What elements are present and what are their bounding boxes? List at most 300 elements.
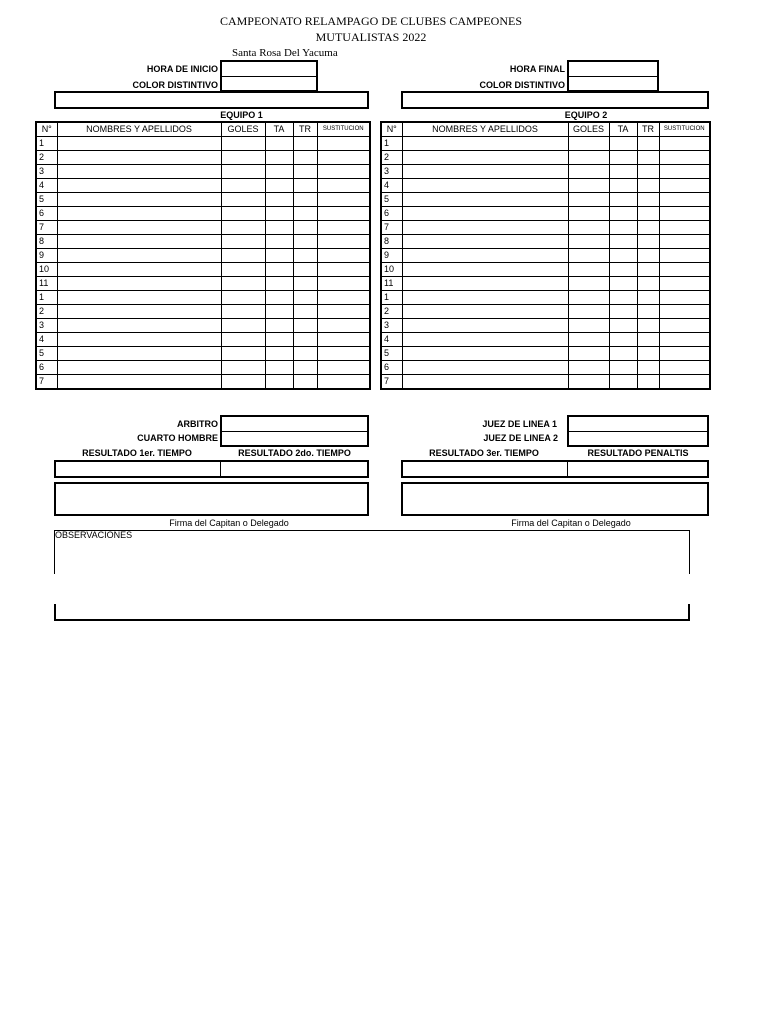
red-card-cell[interactable] <box>637 249 659 263</box>
red-card-cell[interactable] <box>293 319 317 333</box>
table-row <box>381 375 710 390</box>
substitution-cell[interactable] <box>659 305 710 319</box>
column-header: N° <box>36 122 57 137</box>
player-name-cell[interactable] <box>402 193 568 207</box>
yellow-card-cell[interactable] <box>609 249 637 263</box>
yellow-card-cell[interactable] <box>609 165 637 179</box>
substitution-cell[interactable] <box>659 179 710 193</box>
red-card-cell[interactable] <box>637 235 659 249</box>
juez-linea-2-field[interactable] <box>568 432 708 446</box>
column-header: NOMBRES Y APELLIDOS <box>57 122 221 137</box>
table-row <box>36 333 370 347</box>
red-card-cell[interactable] <box>293 347 317 361</box>
row-number: 9 <box>381 249 402 263</box>
substitution-cell[interactable] <box>317 375 370 390</box>
hora-inicio-field[interactable] <box>220 61 317 76</box>
goals-cell[interactable] <box>221 347 265 361</box>
row-number: 10 <box>36 263 57 277</box>
resultado-2do-tiempo-field[interactable] <box>222 462 367 476</box>
table-row <box>381 165 710 179</box>
yellow-card-cell[interactable] <box>609 221 637 235</box>
observaciones-label: OBSERVACIONES <box>55 530 133 540</box>
column-header: TA <box>609 122 637 137</box>
goals-cell[interactable] <box>221 193 265 207</box>
player-name-cell[interactable] <box>402 165 568 179</box>
goals-cell[interactable] <box>221 179 265 193</box>
goals-cell[interactable] <box>568 375 609 390</box>
juez-linea-1-label: JUEZ DE LINEA 1 <box>482 419 557 429</box>
substitution-cell[interactable] <box>659 193 710 207</box>
row-number: 4 <box>381 333 402 347</box>
substitution-cell[interactable] <box>659 165 710 179</box>
substitution-cell[interactable] <box>317 235 370 249</box>
row-number: 3 <box>381 165 402 179</box>
yellow-card-cell[interactable] <box>609 291 637 305</box>
yellow-card-cell[interactable] <box>609 333 637 347</box>
goals-cell[interactable] <box>221 333 265 347</box>
row-number: 6 <box>36 361 57 375</box>
team-1-roster-table <box>35 121 371 390</box>
column-header: GOLES <box>568 122 609 137</box>
substitution-cell[interactable] <box>317 347 370 361</box>
substitution-cell[interactable] <box>317 263 370 277</box>
player-name-cell[interactable] <box>57 207 221 221</box>
player-name-cell[interactable] <box>57 165 221 179</box>
team-2-name-field[interactable] <box>401 91 709 109</box>
yellow-card-cell[interactable] <box>265 207 293 221</box>
red-card-cell[interactable] <box>293 235 317 249</box>
right-signature-label: Firma del Capitan o Delegado <box>511 518 631 528</box>
yellow-card-cell[interactable] <box>609 207 637 221</box>
row-number: 3 <box>36 165 57 179</box>
player-name-cell[interactable] <box>402 137 568 151</box>
player-name-cell[interactable] <box>57 193 221 207</box>
goals-cell[interactable] <box>568 235 609 249</box>
row-number: 1 <box>381 291 402 305</box>
table-row <box>36 263 370 277</box>
goals-cell[interactable] <box>221 291 265 305</box>
left-signature-label: Firma del Capitan o Delegado <box>169 518 289 528</box>
red-card-cell[interactable] <box>637 347 659 361</box>
yellow-card-cell[interactable] <box>609 361 637 375</box>
player-name-cell[interactable] <box>57 319 221 333</box>
left-signature-field[interactable] <box>54 482 369 516</box>
column-header: TR <box>637 122 659 137</box>
yellow-card-cell[interactable] <box>609 277 637 291</box>
table-row <box>36 221 370 235</box>
cuarto-hombre-field[interactable] <box>221 432 368 446</box>
goals-cell[interactable] <box>221 249 265 263</box>
table-row <box>36 249 370 263</box>
row-number: 5 <box>381 347 402 361</box>
red-card-cell[interactable] <box>637 291 659 305</box>
goals-cell[interactable] <box>568 193 609 207</box>
juez-linea-1-field[interactable] <box>568 416 708 431</box>
row-number: 10 <box>381 263 402 277</box>
player-name-cell[interactable] <box>402 333 568 347</box>
goals-cell[interactable] <box>568 249 609 263</box>
table-row <box>381 347 710 361</box>
substitution-cell[interactable] <box>659 207 710 221</box>
substitution-cell[interactable] <box>317 179 370 193</box>
resultado-3er-tiempo-label: RESULTADO 3er. TIEMPO <box>429 448 539 458</box>
table-row <box>381 235 710 249</box>
yellow-card-cell[interactable] <box>265 277 293 291</box>
row-number: 5 <box>36 347 57 361</box>
table-row <box>36 137 370 151</box>
substitution-cell[interactable] <box>317 221 370 235</box>
goals-cell[interactable] <box>221 221 265 235</box>
red-card-cell[interactable] <box>293 263 317 277</box>
goals-cell[interactable] <box>568 361 609 375</box>
goals-cell[interactable] <box>221 361 265 375</box>
player-name-cell[interactable] <box>402 305 568 319</box>
red-card-cell[interactable] <box>637 179 659 193</box>
observaciones-box-top <box>54 530 690 574</box>
goals-cell[interactable] <box>568 165 609 179</box>
row-number: 6 <box>36 207 57 221</box>
row-number: 2 <box>36 151 57 165</box>
player-name-cell[interactable] <box>402 277 568 291</box>
substitution-cell[interactable] <box>659 221 710 235</box>
yellow-card-cell[interactable] <box>609 263 637 277</box>
red-card-cell[interactable] <box>293 179 317 193</box>
arbitro-field[interactable] <box>221 416 368 431</box>
substitution-cell[interactable] <box>659 277 710 291</box>
substitution-cell[interactable] <box>659 375 710 390</box>
goals-cell[interactable] <box>221 235 265 249</box>
row-number: 1 <box>36 291 57 305</box>
goals-cell[interactable] <box>221 319 265 333</box>
red-card-cell[interactable] <box>637 151 659 165</box>
player-name-cell[interactable] <box>402 291 568 305</box>
substitution-cell[interactable] <box>317 249 370 263</box>
column-header: TA <box>265 122 293 137</box>
yellow-card-cell[interactable] <box>609 305 637 319</box>
yellow-card-cell[interactable] <box>265 347 293 361</box>
table-row <box>36 375 370 390</box>
table-row <box>381 319 710 333</box>
player-name-cell[interactable] <box>402 263 568 277</box>
location-label: Santa Rosa Del Yacuma <box>232 47 338 59</box>
substitution-cell[interactable] <box>659 151 710 165</box>
resultado-2do-tiempo-label: RESULTADO 2do. TIEMPO <box>238 448 351 458</box>
row-number: 2 <box>381 151 402 165</box>
substitution-cell[interactable] <box>317 137 370 151</box>
red-card-cell[interactable] <box>293 137 317 151</box>
row-number: 9 <box>36 249 57 263</box>
substitution-cell[interactable] <box>659 235 710 249</box>
goals-cell[interactable] <box>221 305 265 319</box>
player-name-cell[interactable] <box>57 249 221 263</box>
goals-cell[interactable] <box>568 221 609 235</box>
table-row <box>381 151 710 165</box>
yellow-card-cell[interactable] <box>265 249 293 263</box>
row-number: 8 <box>36 235 57 249</box>
yellow-card-cell[interactable] <box>265 235 293 249</box>
goals-cell[interactable] <box>568 333 609 347</box>
goals-cell[interactable] <box>568 263 609 277</box>
goals-cell[interactable] <box>568 179 609 193</box>
red-card-cell[interactable] <box>293 151 317 165</box>
table-row <box>381 207 710 221</box>
red-card-cell[interactable] <box>637 207 659 221</box>
column-header: TR <box>293 122 317 137</box>
table-row <box>36 235 370 249</box>
column-header: GOLES <box>221 122 265 137</box>
substitution-cell[interactable] <box>659 361 710 375</box>
player-name-cell[interactable] <box>57 361 221 375</box>
red-card-cell[interactable] <box>293 291 317 305</box>
goals-cell[interactable] <box>221 263 265 277</box>
player-name-cell[interactable] <box>57 347 221 361</box>
table-row <box>381 221 710 235</box>
red-card-cell[interactable] <box>637 319 659 333</box>
resultado-1er-tiempo-label: RESULTADO 1er. TIEMPO <box>82 448 192 458</box>
table-row <box>36 291 370 305</box>
goals-cell[interactable] <box>221 277 265 291</box>
substitution-cell[interactable] <box>317 151 370 165</box>
document-title: CAMPEONATO RELAMPAGO DE CLUBES CAMPEONES <box>219 14 523 28</box>
player-name-cell[interactable] <box>57 291 221 305</box>
player-name-cell[interactable] <box>402 151 568 165</box>
red-card-cell[interactable] <box>293 333 317 347</box>
red-card-cell[interactable] <box>293 249 317 263</box>
table-row <box>381 291 710 305</box>
substitution-cell[interactable] <box>317 165 370 179</box>
column-header: SUSTITUCION <box>659 122 710 137</box>
color-distintivo-2-label: COLOR DISTINTIVO <box>479 80 565 90</box>
yellow-card-cell[interactable] <box>265 193 293 207</box>
goals-cell[interactable] <box>221 375 265 390</box>
red-card-cell[interactable] <box>293 193 317 207</box>
player-name-cell[interactable] <box>57 375 221 390</box>
yellow-card-cell[interactable] <box>609 137 637 151</box>
roster-header-row <box>381 122 710 137</box>
table-row <box>381 193 710 207</box>
table-row <box>381 305 710 319</box>
table-row <box>36 151 370 165</box>
team-1-name-field[interactable] <box>54 91 369 109</box>
player-name-cell[interactable] <box>402 179 568 193</box>
red-card-cell[interactable] <box>293 165 317 179</box>
hora-final-label: HORA FINAL <box>509 64 565 74</box>
player-name-cell[interactable] <box>402 375 568 390</box>
goals-cell[interactable] <box>221 165 265 179</box>
player-name-cell[interactable] <box>57 137 221 151</box>
team-2-roster-table <box>380 121 711 390</box>
row-number: 3 <box>381 319 402 333</box>
substitution-cell[interactable] <box>317 361 370 375</box>
observaciones-section[interactable] <box>54 530 690 621</box>
row-number: 8 <box>381 235 402 249</box>
observaciones-box-bottom <box>54 604 690 621</box>
row-number: 1 <box>36 137 57 151</box>
yellow-card-cell[interactable] <box>265 151 293 165</box>
color-distintivo-1-field[interactable] <box>220 77 317 92</box>
table-row <box>381 249 710 263</box>
player-name-cell[interactable] <box>57 179 221 193</box>
goals-cell[interactable] <box>568 137 609 151</box>
goals-cell[interactable] <box>221 207 265 221</box>
goals-cell[interactable] <box>568 207 609 221</box>
player-name-cell[interactable] <box>57 263 221 277</box>
row-number: 4 <box>36 179 57 193</box>
row-number: 7 <box>381 221 402 235</box>
yellow-card-cell[interactable] <box>265 263 293 277</box>
table-row <box>381 277 710 291</box>
goals-cell[interactable] <box>568 277 609 291</box>
player-name-cell[interactable] <box>402 235 568 249</box>
row-number: 6 <box>381 207 402 221</box>
document-subtitle: MUTUALISTAS 2022 <box>315 30 427 44</box>
goals-cell[interactable] <box>221 151 265 165</box>
goals-cell[interactable] <box>568 319 609 333</box>
row-number: 3 <box>36 319 57 333</box>
player-name-cell[interactable] <box>402 319 568 333</box>
substitution-cell[interactable] <box>317 193 370 207</box>
player-name-cell[interactable] <box>402 207 568 221</box>
color-distintivo-2-field[interactable] <box>568 77 658 92</box>
substitution-cell[interactable] <box>659 137 710 151</box>
yellow-card-cell[interactable] <box>265 319 293 333</box>
table-row <box>381 179 710 193</box>
row-number: 5 <box>36 193 57 207</box>
substitution-cell[interactable] <box>317 319 370 333</box>
yellow-card-cell[interactable] <box>265 305 293 319</box>
yellow-card-cell[interactable] <box>609 319 637 333</box>
yellow-card-cell[interactable] <box>609 375 637 390</box>
resultado-3er-tiempo-field[interactable] <box>403 462 566 476</box>
substitution-cell[interactable] <box>317 305 370 319</box>
team-2-label: EQUIPO 2 <box>564 110 608 120</box>
row-number: 7 <box>36 221 57 235</box>
red-card-cell[interactable] <box>637 277 659 291</box>
red-card-cell[interactable] <box>637 333 659 347</box>
goals-cell[interactable] <box>568 151 609 165</box>
substitution-cell[interactable] <box>317 291 370 305</box>
table-row <box>36 207 370 221</box>
red-card-cell[interactable] <box>637 361 659 375</box>
red-card-cell[interactable] <box>293 207 317 221</box>
right-signature-field[interactable] <box>401 482 709 516</box>
table-row <box>36 361 370 375</box>
row-number: 4 <box>381 179 402 193</box>
cuarto-hombre-label: CUARTO HOMBRE <box>137 433 218 443</box>
red-card-cell[interactable] <box>637 137 659 151</box>
player-name-cell[interactable] <box>402 347 568 361</box>
yellow-card-cell[interactable] <box>609 235 637 249</box>
player-name-cell[interactable] <box>57 305 221 319</box>
column-header: NOMBRES Y APELLIDOS <box>402 122 568 137</box>
left-results-divider <box>220 461 221 477</box>
yellow-card-cell[interactable] <box>265 165 293 179</box>
row-number: 5 <box>381 193 402 207</box>
player-name-cell[interactable] <box>57 333 221 347</box>
row-number: 1 <box>381 137 402 151</box>
yellow-card-cell[interactable] <box>265 137 293 151</box>
yellow-card-cell[interactable] <box>609 193 637 207</box>
yellow-card-cell[interactable] <box>265 333 293 347</box>
player-name-cell[interactable] <box>57 221 221 235</box>
goals-cell[interactable] <box>568 347 609 361</box>
goals-cell[interactable] <box>568 291 609 305</box>
row-number: 4 <box>36 333 57 347</box>
table-row <box>381 263 710 277</box>
resultado-penaltis-label: RESULTADO PENALTIS <box>587 448 689 458</box>
row-number: 11 <box>36 277 57 291</box>
substitution-cell[interactable] <box>659 263 710 277</box>
table-row <box>36 193 370 207</box>
column-header: SUSTITUCION <box>317 122 370 137</box>
red-card-cell[interactable] <box>293 375 317 390</box>
yellow-card-cell[interactable] <box>609 179 637 193</box>
team-1-label: EQUIPO 1 <box>220 110 263 120</box>
red-card-cell[interactable] <box>637 221 659 235</box>
red-card-cell[interactable] <box>293 305 317 319</box>
substitution-cell[interactable] <box>659 333 710 347</box>
yellow-card-cell[interactable] <box>609 151 637 165</box>
yellow-card-cell[interactable] <box>265 375 293 390</box>
juez-linea-2-label: JUEZ DE LINEA 2 <box>483 433 558 443</box>
red-card-cell[interactable] <box>293 277 317 291</box>
goals-cell[interactable] <box>221 137 265 151</box>
red-card-cell[interactable] <box>637 305 659 319</box>
substitution-cell[interactable] <box>659 291 710 305</box>
hora-final-field[interactable] <box>568 61 658 76</box>
substitution-cell[interactable] <box>659 347 710 361</box>
goals-cell[interactable] <box>568 305 609 319</box>
yellow-card-cell[interactable] <box>265 361 293 375</box>
table-row <box>36 179 370 193</box>
substitution-cell[interactable] <box>659 249 710 263</box>
row-number: 6 <box>381 361 402 375</box>
table-row <box>381 137 710 151</box>
yellow-card-cell[interactable] <box>265 291 293 305</box>
table-row <box>36 277 370 291</box>
table-row <box>36 305 370 319</box>
player-name-cell[interactable] <box>402 249 568 263</box>
red-card-cell[interactable] <box>637 263 659 277</box>
red-card-cell[interactable] <box>637 193 659 207</box>
row-number: 11 <box>381 277 402 291</box>
yellow-card-cell[interactable] <box>609 347 637 361</box>
yellow-card-cell[interactable] <box>265 221 293 235</box>
table-row <box>381 361 710 375</box>
color-distintivo-1-label: COLOR DISTINTIVO <box>132 80 218 90</box>
player-name-cell[interactable] <box>402 361 568 375</box>
red-card-cell[interactable] <box>637 375 659 390</box>
substitution-cell[interactable] <box>317 207 370 221</box>
red-card-cell[interactable] <box>293 361 317 375</box>
player-name-cell[interactable] <box>57 235 221 249</box>
substitution-cell[interactable] <box>317 333 370 347</box>
substitution-cell[interactable] <box>317 277 370 291</box>
substitution-cell[interactable] <box>659 319 710 333</box>
row-number: 2 <box>36 305 57 319</box>
row-number: 7 <box>381 375 402 390</box>
resultado-penaltis-field[interactable] <box>569 462 707 476</box>
red-card-cell[interactable] <box>293 221 317 235</box>
yellow-card-cell[interactable] <box>265 179 293 193</box>
resultado-1er-tiempo-field[interactable] <box>56 462 219 476</box>
player-name-cell[interactable] <box>57 277 221 291</box>
player-name-cell[interactable] <box>402 221 568 235</box>
red-card-cell[interactable] <box>637 165 659 179</box>
hora-inicio-label: HORA DE INICIO <box>146 64 218 74</box>
player-name-cell[interactable] <box>57 151 221 165</box>
row-number: 2 <box>381 305 402 319</box>
